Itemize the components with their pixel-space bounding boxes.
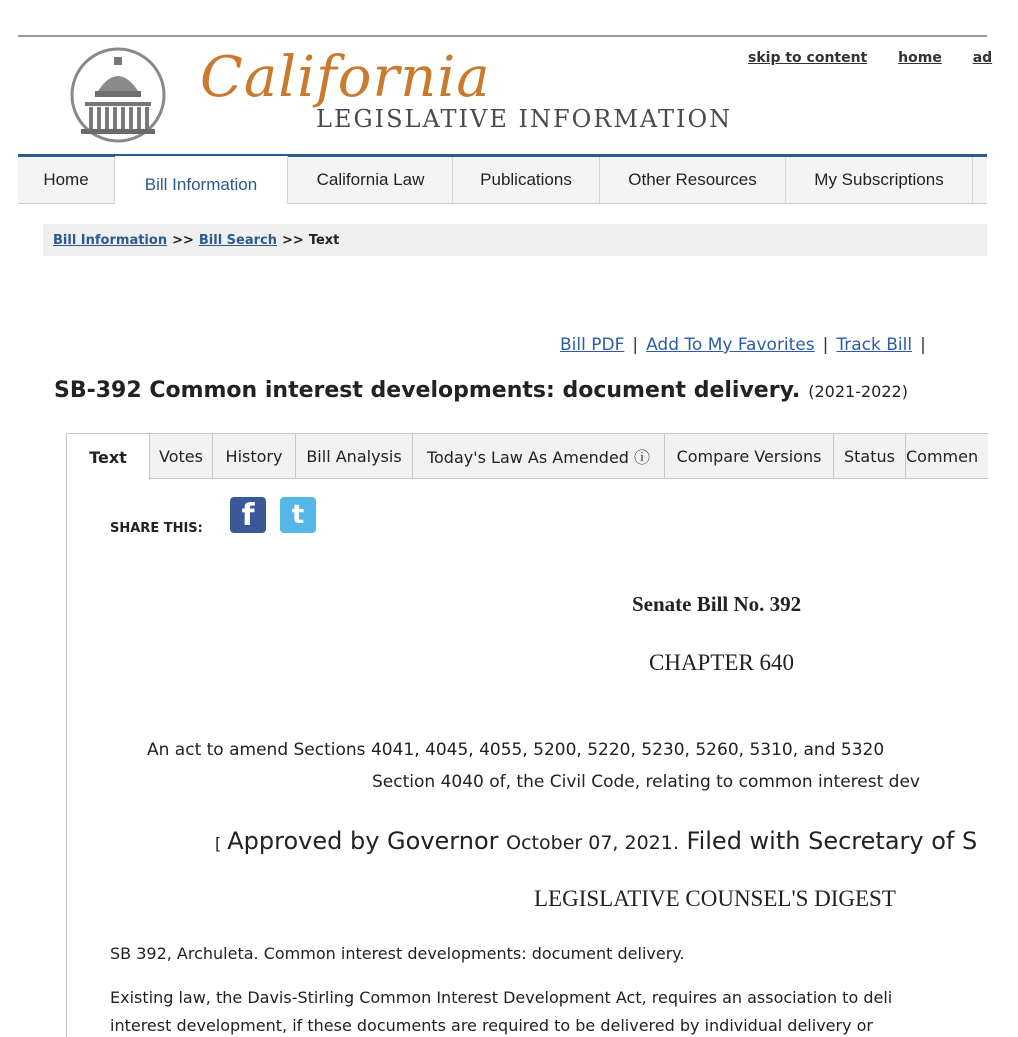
- bill-actions: [560, 335, 934, 355]
- tab-history[interactable]: History: [213, 434, 296, 478]
- act-description-line2: Section 4040 of, the Civil Code, relating to common interest dev: [372, 772, 920, 792]
- nav-publications[interactable]: Publications: [453, 157, 600, 203]
- california-logo-text[interactable]: California: [200, 45, 491, 110]
- approval-bracket: [: [215, 834, 222, 853]
- twitter-icon[interactable]: t: [280, 497, 316, 533]
- action-separator: |: [920, 335, 926, 355]
- nav-other-resources[interactable]: Other Resources: [600, 157, 786, 203]
- nav-bill-information[interactable]: Bill Information: [115, 156, 288, 204]
- track-bill-link[interactable]: Track Bill: [836, 335, 913, 355]
- bill-pdf-link[interactable]: Bill PDF: [560, 335, 625, 355]
- approval-line: [215, 827, 977, 855]
- act-description-line1: An act to amend Sections 4041, 4045, 4055, 5200, 5220, 5230, 5260, 5310, and 5320: [147, 740, 885, 760]
- skip-to-content-link[interactable]: skip to content: [748, 50, 868, 66]
- main-nav: [18, 154, 987, 204]
- breadcrumb: [43, 224, 987, 256]
- bill-title: [54, 378, 908, 403]
- digest-paragraph-line1: Existing law, the Davis-Stirling Common Interest Development Act, requires an association to deli: [110, 988, 893, 1007]
- facebook-icon[interactable]: f: [230, 497, 266, 533]
- bill-tabs: [66, 433, 988, 479]
- nav-home[interactable]: Home: [18, 157, 115, 203]
- breadcrumb-bill-information-link[interactable]: Bill Information: [53, 232, 168, 248]
- legislative-information-logo-text: LEGISLATIVE INFORMATION: [316, 105, 733, 133]
- header-top-rule: [18, 35, 987, 37]
- nav-my-subscriptions[interactable]: My Subscriptions: [786, 157, 973, 203]
- tab-votes[interactable]: Votes: [150, 434, 213, 478]
- breadcrumb-separator: >>: [282, 232, 304, 248]
- approval-date: October 07, 2021.: [506, 832, 679, 854]
- tab-comments[interactable]: Commen: [906, 446, 979, 466]
- chapter-heading: CHAPTER 640: [649, 650, 795, 675]
- share-label: SHARE THIS:: [110, 521, 203, 536]
- digest-paragraph-line2: interest development, if these documents are required to be delivered by individual delivery or: [110, 1016, 874, 1035]
- nav-california-law[interactable]: California Law: [289, 157, 453, 203]
- capitol-logo-icon[interactable]: [67, 47, 169, 144]
- bill-session-years: (2021-2022): [808, 382, 908, 401]
- breadcrumb-separator: >>: [172, 232, 194, 248]
- tab-bill-analysis[interactable]: Bill Analysis: [296, 434, 413, 478]
- approval-text: Approved by Governor: [227, 827, 499, 855]
- filed-text: Filed with Secretary of S: [686, 827, 978, 855]
- bill-title-text: SB-392 Common interest developments: document delivery.: [54, 378, 801, 403]
- action-separator: |: [822, 335, 829, 355]
- breadcrumb-bill-search-link[interactable]: Bill Search: [198, 232, 278, 248]
- tab-compare-versions[interactable]: Compare Versions: [665, 434, 834, 478]
- bill-number-heading: Senate Bill No. 392: [632, 592, 802, 616]
- digest-heading: LEGISLATIVE COUNSEL'S DIGEST: [534, 886, 896, 911]
- ad-link[interactable]: ad: [972, 50, 993, 66]
- tab-text[interactable]: Text: [67, 434, 150, 480]
- action-separator: |: [632, 335, 639, 355]
- tab-status[interactable]: Status: [834, 434, 906, 478]
- nav-overflow-item[interactable]: [973, 157, 987, 203]
- add-to-favorites-link[interactable]: Add To My Favorites: [646, 335, 815, 355]
- home-link[interactable]: home: [898, 50, 942, 66]
- bill-summary: SB 392, Archuleta. Common interest developments: document delivery.: [110, 944, 685, 963]
- tab-todays-law-as-amended[interactable]: Today's Law As Amended ⓘ: [413, 434, 665, 478]
- utility-links: [748, 50, 1018, 66]
- breadcrumb-current: Text: [308, 232, 340, 248]
